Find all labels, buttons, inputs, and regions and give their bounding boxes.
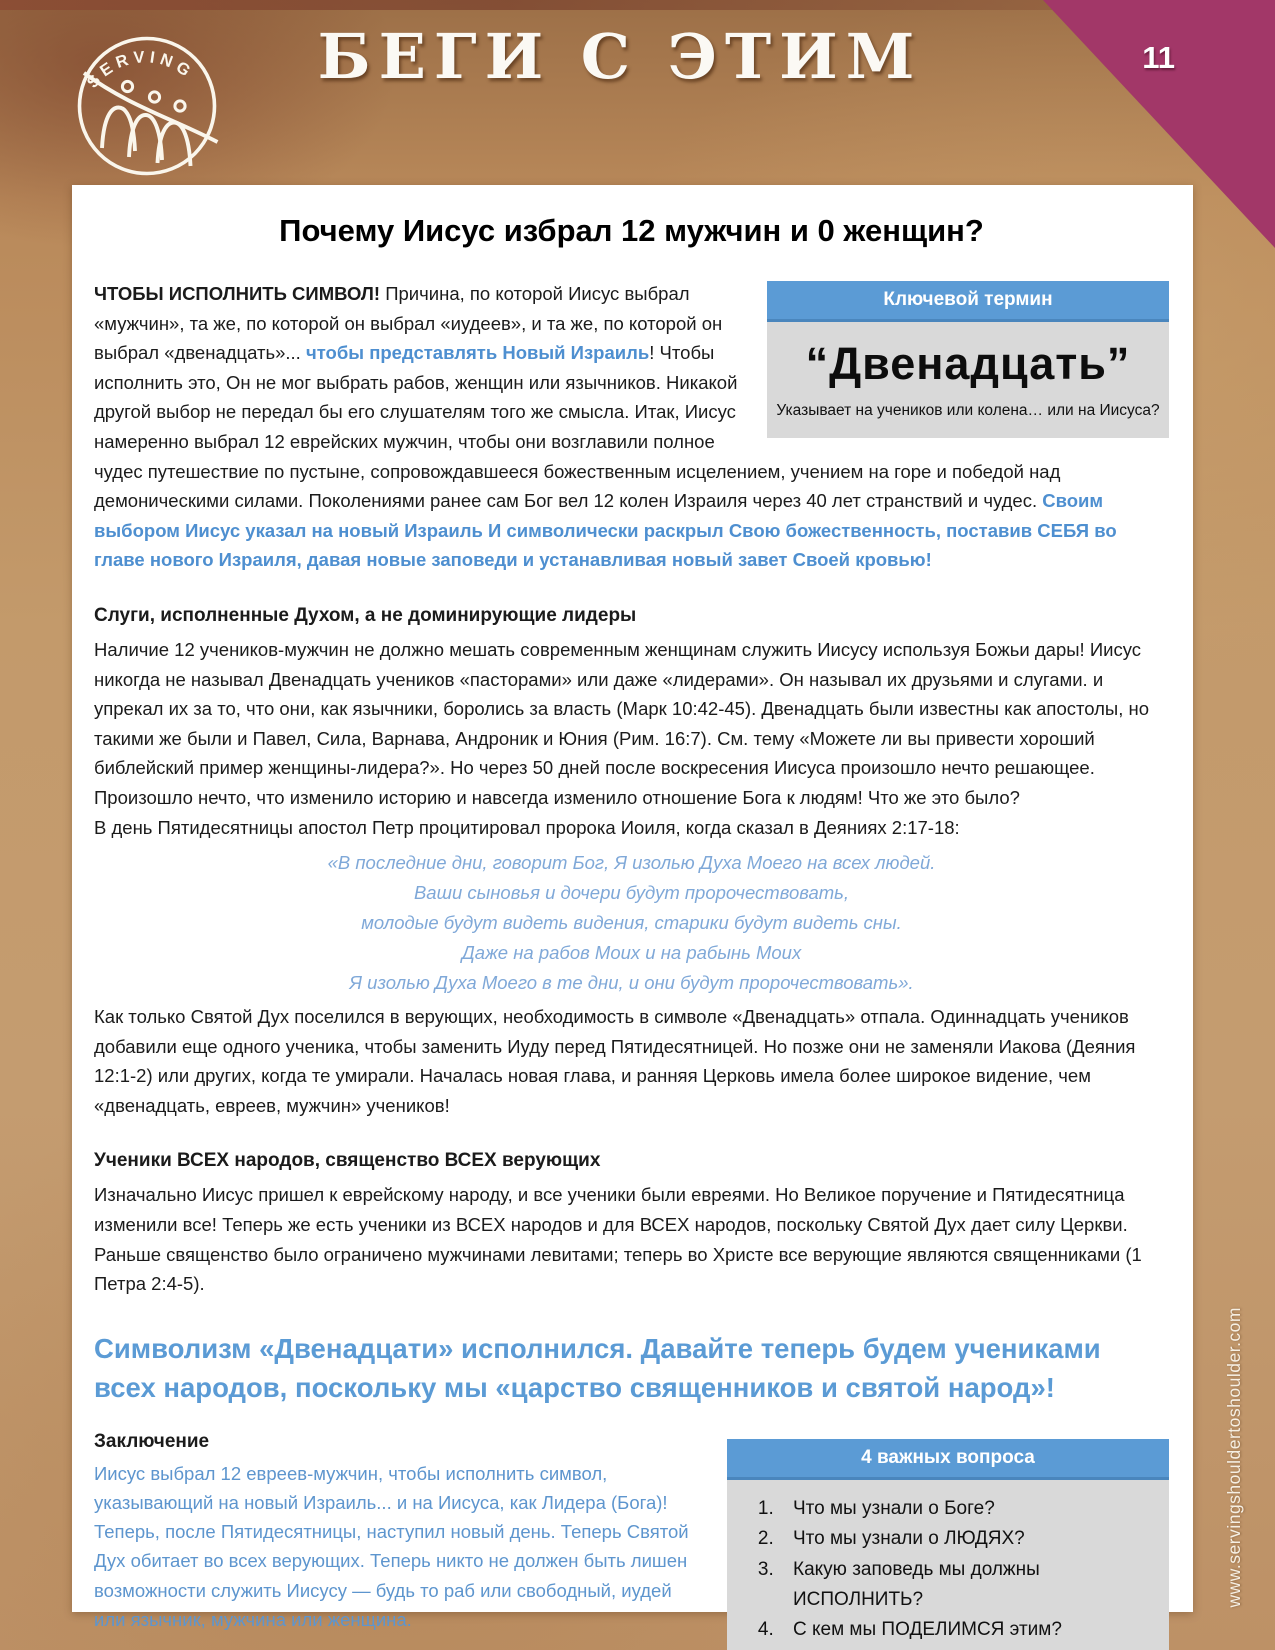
key-term: “Двенадцать” bbox=[805, 338, 1131, 389]
after-quote-paragraph: Как только Святой Дух поселился в верующих, необходимость в символе «Двенадцать» отпала. Одиннадцать учеников добавили еще одного ученика, чтобы заменить Иуду перед Пятидесятницей. Но позже они не заменяли Иакова (Деяния 12:1-2) или других, когда те умирали. Началась новая глава, и ранняя Церковь имела более широкое видение, чем «двенадцать, евреев, мужчин» учеников! bbox=[94, 1005, 1136, 1116]
text-run: ! Чтобы исполнить это, Он не мог выбрать рабов, женщин или язычников. Никакой другой выбор не передал бы его слушателям того же смысла. Итак, Иисус намеренно выбрал 12 еврейских мужчин, чтобы они возглавили полное чудес путешествие по пустыне, сопровождавшееся божественным исцелением, учением на горе и победой над демоническими силами. Поколениями ранее сам Бог вел 12 колен Израиля через 40 лет странствий и чудес. bbox=[94, 342, 1061, 512]
questions-box-body bbox=[727, 1480, 1169, 1650]
key-term-box bbox=[767, 281, 1169, 438]
quote-line: молодые будут видеть видения, старики будут видеть сны. bbox=[361, 912, 902, 934]
content-sheet bbox=[72, 185, 1193, 1641]
questions-list bbox=[737, 1494, 1153, 1646]
quote-line: Ваши сыновья и дочери будут пророчествовать, bbox=[413, 882, 850, 904]
section2-paragraph: Изначально Иисус пришел к еврейскому народу, и все ученики были евреями. Но Великое поручение и Пятидесятница изменили все! Теперь же есть ученики из ВСЕХ народов и для ВСЕХ народов, поскольку Святой Дух дает силу Церкви. Раньше священство было ограничено мужчинами левитами; теперь во Христе все верующие являются священниками (1 Петра 2:4-5). bbox=[94, 1184, 1142, 1295]
website-link[interactable]: www.servingshouldertoshoulder.com bbox=[1224, 1307, 1244, 1608]
scripture-quote bbox=[134, 848, 1129, 998]
quote-line: «В последние дни, говорит Бог, Я изолью Духа Моего на всех людей. bbox=[327, 852, 936, 874]
conclusion bbox=[94, 1429, 701, 1634]
text-run: ЧТОБЫ ИСПОЛНИТЬ СИМВОЛ! bbox=[94, 283, 386, 304]
key-term-subtitle: Указывает на учеников или колена… или на Иисуса? bbox=[776, 402, 1160, 419]
question-item: 2. Что мы узнали о ЛЮДЯХ? bbox=[779, 1524, 1153, 1554]
question-item: 3. Какую заповедь мы должны ИСПОЛНИТЬ? bbox=[779, 1555, 1153, 1616]
article-title: Почему Иисус избрал 12 мужчин и 0 женщин? bbox=[279, 213, 984, 248]
quote-line: Даже на рабов Моих и на рабынь Моих bbox=[461, 942, 802, 963]
key-term-box-header: Ключевой термин bbox=[767, 281, 1169, 322]
page-title: БЕГИ С ЭТИМ bbox=[317, 20, 923, 93]
section1-heading: Слуги, исполненные Духом, а не доминирующие лидеры bbox=[94, 604, 637, 626]
quote-line: Я изолью Духа Моего в те дни, и они будут пророчествовать». bbox=[349, 971, 914, 993]
key-statement: Символизм «Двенадцати» исполнился. Давайте теперь будем учениками всех народов, поскольку мы «царство священников и святой народ»! bbox=[94, 1332, 1101, 1403]
text-run: чтобы представлять Новый Израиль bbox=[305, 342, 650, 364]
questions-box-header: 4 важных вопроса bbox=[727, 1439, 1169, 1480]
section2-heading: Ученики ВСЕХ народов, священство ВСЕХ верующих bbox=[94, 1150, 601, 1172]
questions-box bbox=[727, 1439, 1169, 1650]
page-number: 11 bbox=[1142, 40, 1175, 75]
text-run: Причина, по которой Иисус выбрал «мужчин», та же, по которой он выбрал «иудеев», и та же, по которой он выбрал «двенадцать»... bbox=[94, 283, 723, 364]
logo-text: SERVING bbox=[83, 48, 198, 92]
bottom-section bbox=[94, 1429, 1169, 1650]
key-term-box-body bbox=[767, 322, 1169, 438]
intro-section bbox=[94, 279, 1169, 575]
question-item: 1. Что мы узнали о Боге? bbox=[779, 1494, 1153, 1524]
question-item: 4. С кем мы ПОДЕЛИМСЯ этим? bbox=[779, 1615, 1153, 1645]
section1-paragraph: Наличие 12 учеников-мужчин не должно мешать современным женщинам служить Иисусу используя Божьи дары! Иисус никогда не называл Двенадцать учеников «пасторами» или даже «лидерами». Он называл их друзьями и слугами. и упрекал их за то, что они, как язычники, боролись за власть (Марк 10:42-45). Двенадцать были известны как апостолы, но такими же были и Павел, Сила, Варнава, Андроник и Юния (Рим. 16:7). См. тему «Можете ли вы привести хороший библейский пример женщины-лидера?». Но через 50 дней после воскресения Иисуса произошло нечто решающее. Произошло нечто, что изменило историю и навсегда изменило отношение Бога к людям! Что же это было? bbox=[94, 638, 1150, 808]
conclusion-heading: Заключение bbox=[94, 1430, 210, 1452]
text-run: Своим выбором Иисус указал на новый Израиль И символически раскрыл Свою божественность, поставив СЕБЯ во главе нового Израиля, давая новые заповеди и устанавливая новый завет Своей кровью! bbox=[94, 490, 1117, 571]
section1-lead-in: В день Пятидесятницы апостол Петр процитировал пророка Иоиля, когда сказал в Деяниях 2:17-18: bbox=[94, 816, 960, 838]
conclusion-body: Иисус выбрал 12 евреев-мужчин, чтобы исполнить символ, указывающий на новый Израиль... и на Иисуса, как Лидера (Бога)! Теперь, после Пятидесятницы, наступил новый день. Теперь Святой Дух обитает во всех верующих. Теперь никто не должен быть лишен возможности служить Иисусу — будь то раб или свободный, иудей или язычник, мужчина или женщина. bbox=[94, 1462, 689, 1630]
